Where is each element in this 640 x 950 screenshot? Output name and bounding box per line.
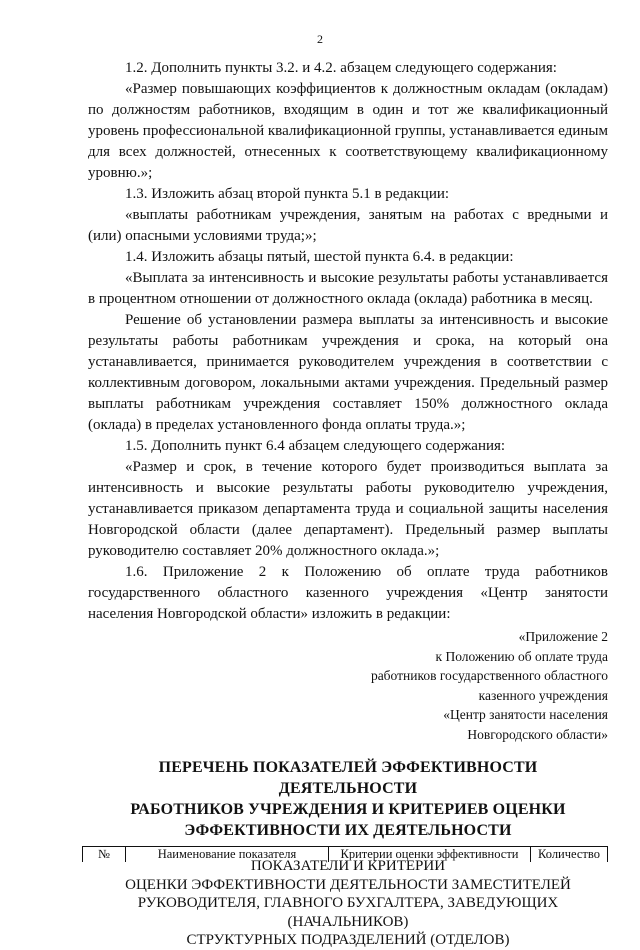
table-header-row [83, 847, 608, 863]
page-number: 2 [317, 32, 323, 46]
title-line: РАБОТНИКОВ УЧРЕЖДЕНИЯ И КРИТЕРИЕВ ОЦЕНКИ [130, 801, 566, 818]
title-line: ПЕРЕЧЕНЬ ПОКАЗАТЕЛЕЙ ЭФФЕКТИВНОСТИ ДЕЯТЕЛЬНОСТИ [158, 759, 538, 797]
paragraph-1-3: 1.3. Изложить абзац второй пункта 5.1 в редакции: [125, 186, 450, 202]
paragraph-1-2: 1.2. Дополнить пункты 3.2. и 4.2. абзацем следующего содержания: [125, 60, 557, 76]
paragraph-decision: Решение об установлении размера выплаты за интенсивность и высокие результаты работы работникам учреждения и срока, на который она устанавливается, принимается руководителем учреждения в соответствии с коллективным договором, локальными актами учреждения. Предельный размер выплаты работникам учреждения составляет 150% должностного оклада (оклада) в пределах установленного фонда оплаты труда.»; [88, 312, 608, 433]
title-line: ЭФФЕКТИВНОСТИ ИХ ДЕЯТЕЛЬНОСТИ [184, 822, 512, 839]
paragraph-quote-intensity: «Выплата за интенсивность и высокие результаты работы устанавливается в процентном отношении от должностного оклада (оклада) работника в месяц. [88, 270, 608, 307]
paragraph-1-6: 1.6. Приложение 2 к Положению об оплате труда работников государственного областного казенного учреждения «Центр занятости населения Новгородской области» изложить в редакции: [88, 564, 608, 622]
header-number: № [83, 847, 126, 863]
paragraph-quote-coefficients: «Размер повышающих коэффициентов к должностным окладам (окладам) по должностям работников, входящим в один и тот же квалификационный уровень профессиональной квалификационной группы, устанавливается единым для всех должностей, отнесенных к соответствующему квалификационному уровню.»; [88, 81, 608, 181]
approval-line: казенного учреждения [478, 687, 608, 703]
approval-line: к Положению об оплате труда [435, 648, 608, 664]
document-subtitle [88, 857, 608, 950]
subtitle-line: ПОКАЗАТЕЛИ И КРИТЕРИИ [250, 858, 446, 874]
approval-line: работников государственного областного [370, 668, 608, 683]
paragraph-1-5: 1.5. Дополнить пункт 6.4 абзацем следующего содержания: [125, 438, 506, 454]
subtitle-line: ОЦЕНКИ ЭФФЕКТИВНОСТИ ДЕЯТЕЛЬНОСТИ ЗАМЕСТИТЕЛЕЙ [125, 876, 571, 893]
paragraph-1-4: 1.4. Изложить абзацы пятый, шестой пункта 6.4. в редакции: [125, 249, 514, 265]
header-criteria: Критерии оценки эффективности [329, 847, 531, 863]
appendix-approval-block [88, 627, 608, 744]
subtitle-line: СТРУКТУРНЫХ ПОДРАЗДЕЛЕНИЙ (ОТДЕЛОВ) [186, 932, 510, 948]
paragraph-quote-director: «Размер и срок, в течение которого будет производиться выплата за интенсивность и высокие результаты работы руководителю учреждения, устанавливается приказом департамента труда и социальной защиты населения Новгородской области (далее департамент). Предельный размер выплаты руководителю составляет 20% должностного оклада.»; [88, 459, 608, 559]
paragraph-quote-harmful: «выплаты работникам учреждения, занятым на работах с вредными и (или) опасными условиями труда;»; [88, 207, 608, 244]
document-title [88, 757, 608, 841]
subtitle-line: РУКОВОДИТЕЛЯ, ГЛАВНОГО БУХГАЛТЕРА, ЗАВЕДУЮЩИХ (НАЧАЛЬНИКОВ) [137, 895, 559, 930]
criteria-table [82, 846, 608, 862]
header-indicator-name: Наименование показателя [126, 847, 329, 863]
header-quantity: Количество [531, 847, 608, 863]
approval-line: Новгородского области» [467, 726, 608, 742]
approval-line: «Приложение 2 [518, 629, 608, 644]
approval-line: «Центр занятости населения [443, 707, 608, 722]
document-body [88, 58, 608, 950]
